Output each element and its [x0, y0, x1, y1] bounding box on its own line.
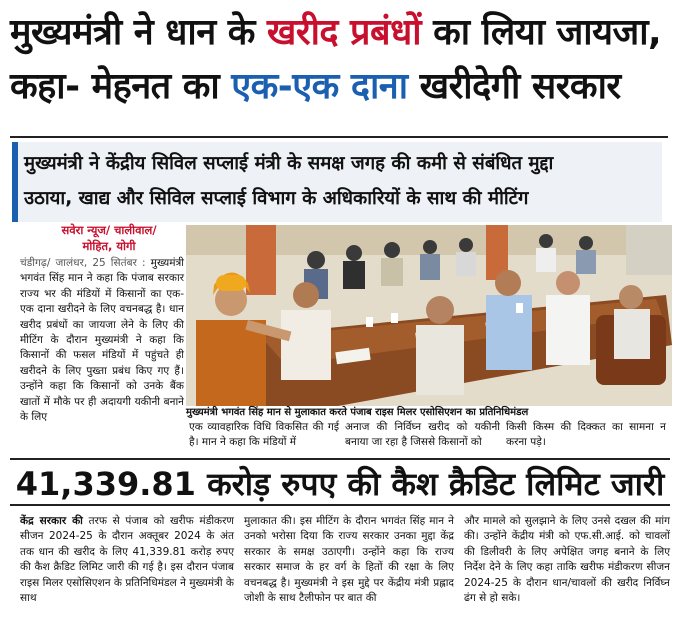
headline-line-1 — [10, 12, 670, 54]
headline-highlight-blue: एक-एक दाना — [231, 66, 408, 107]
subheadline-line-2: उठाया, खाद्य और सिविल सप्लाई विभाग के अधिकारियों के साथ की मीटिंग — [24, 188, 529, 209]
divider — [10, 136, 668, 138]
headline-text: मुख्यमंत्री ने धान के — [10, 12, 267, 53]
article-text: मुख्यमंत्री भगवंत सिंह मान ने कहा कि पंजाब सरकार राज्य भर की मंडियों में किसानों का एक-एक दाना खरीदने के लिए वचनबद्ध है। धान खरीद प्रबंधों का जायजा लेने के लिए की मीटिंग के दौरान मुख्यमंत्री ने कहा कि किसानों की फसल मंडियों में पहुंचते ही खरीदने के लिए पुख्ता प्रबंध किए गए हैं। उन्होंने कहा कि किसानों को उनके बैंक खातों में मौके पर ही अदायगी यकीनी बनाने के लिए — [20, 257, 184, 424]
byline — [24, 222, 194, 254]
headline-text: खरीदेगी सरकार — [407, 66, 621, 107]
article-column-4: किसी किस्म की दिक्कत का सामना न करना पड़े। — [506, 421, 666, 449]
article-column-1 — [20, 256, 184, 425]
section-headline: 41,339.81 करोड़ रुपए की कैश क्रैडिट लिमिट जारी — [10, 458, 670, 506]
lead-in: केंद्र सरकार की — [20, 515, 83, 527]
article-column-2: एक व्यावहारिक विधि विकसित की गई है। मान ने कहा कि मंडियों में — [189, 421, 339, 449]
photo-caption: मुख्यमंत्री भगवंत सिंह मान से मुलाकात करते पंजाब राइस मिलर एसोसिएशन का प्रतिनिधिमंडल — [186, 406, 672, 420]
meeting-photo — [186, 225, 672, 410]
article-column-3: अनाज की निर्विघ्न खरीद को यकीनी बनाया जा रहा है जिससे किसानों को — [345, 421, 500, 449]
subheadline — [12, 142, 662, 222]
subheadline-line-1: मुख्यमंत्री ने केंद्रीय सिविल सप्लाई मंत्री के समक्ष जगह की कमी से संबंधित मुद्दा — [24, 153, 554, 174]
headline-highlight-red: खरीद प्रबंधों — [266, 12, 422, 53]
byline-line-2: मोहित, योगी — [82, 239, 136, 253]
headline-line-2 — [10, 66, 670, 108]
dateline: चंडीगढ़/ जालंधर, 25 सितंबर : — [20, 257, 146, 269]
headline-text: कहा- मेहनत का — [10, 66, 232, 107]
bottom-column-3: और मामले को सुलझाने के लिए उनसे दखल की मांग की। उन्होंने केंद्रीय मंत्री को एफ.सी.आई. को चावलों की डिलीवरी के लिए अपेक्षित जगह बनाने के लिए निर्देश देने के लिए कहा ताकि खरीफ मंडीकरण सीजन 2024-25 के दौरान धान/चावलों की खरीद निर्विघ्न ढंग से हो सके। — [464, 515, 670, 605]
headline-text: का लिया जायजा, — [421, 12, 662, 53]
article-text: तरफ से पंजाब को खरीफ मंडीकरण सीजन 2024-25 के दौरान अक्तूबर 2024 के अंत तक धान की खरीद के लिए 41,339.81 करोड़ रुपए की कैश क्रैडिट लिमिट जारी की गई है। इस दौरान पंजाब राइस मिलर एसोसिएशन के प्रतिनिधिमंडल ने मुख्यमंत्री के साथ — [20, 515, 234, 605]
meeting-scene-image — [186, 225, 672, 410]
byline-line-1: सवेरा न्यूज/ चालीवाल/ — [61, 223, 157, 237]
bottom-column-1 — [20, 514, 234, 606]
bottom-column-2: मुलाकात की। इस मीटिंग के दौरान भगवंत सिंह मान ने उनको भरोसा दिया कि राज्य सरकार उनका मुद्दा केंद्र सरकार के समक्ष उठाएगी। उन्होंने कहा कि राज्य सरकार समाज के हर वर्ग के हितों की रक्षा के लिए वचनबद्ध है। मुख्यमंत्री ने इस मुद्दे पर केंद्रीय मंत्री प्रह्लाद जोशी के साथ टैलीफोन पर बात की — [244, 515, 454, 605]
